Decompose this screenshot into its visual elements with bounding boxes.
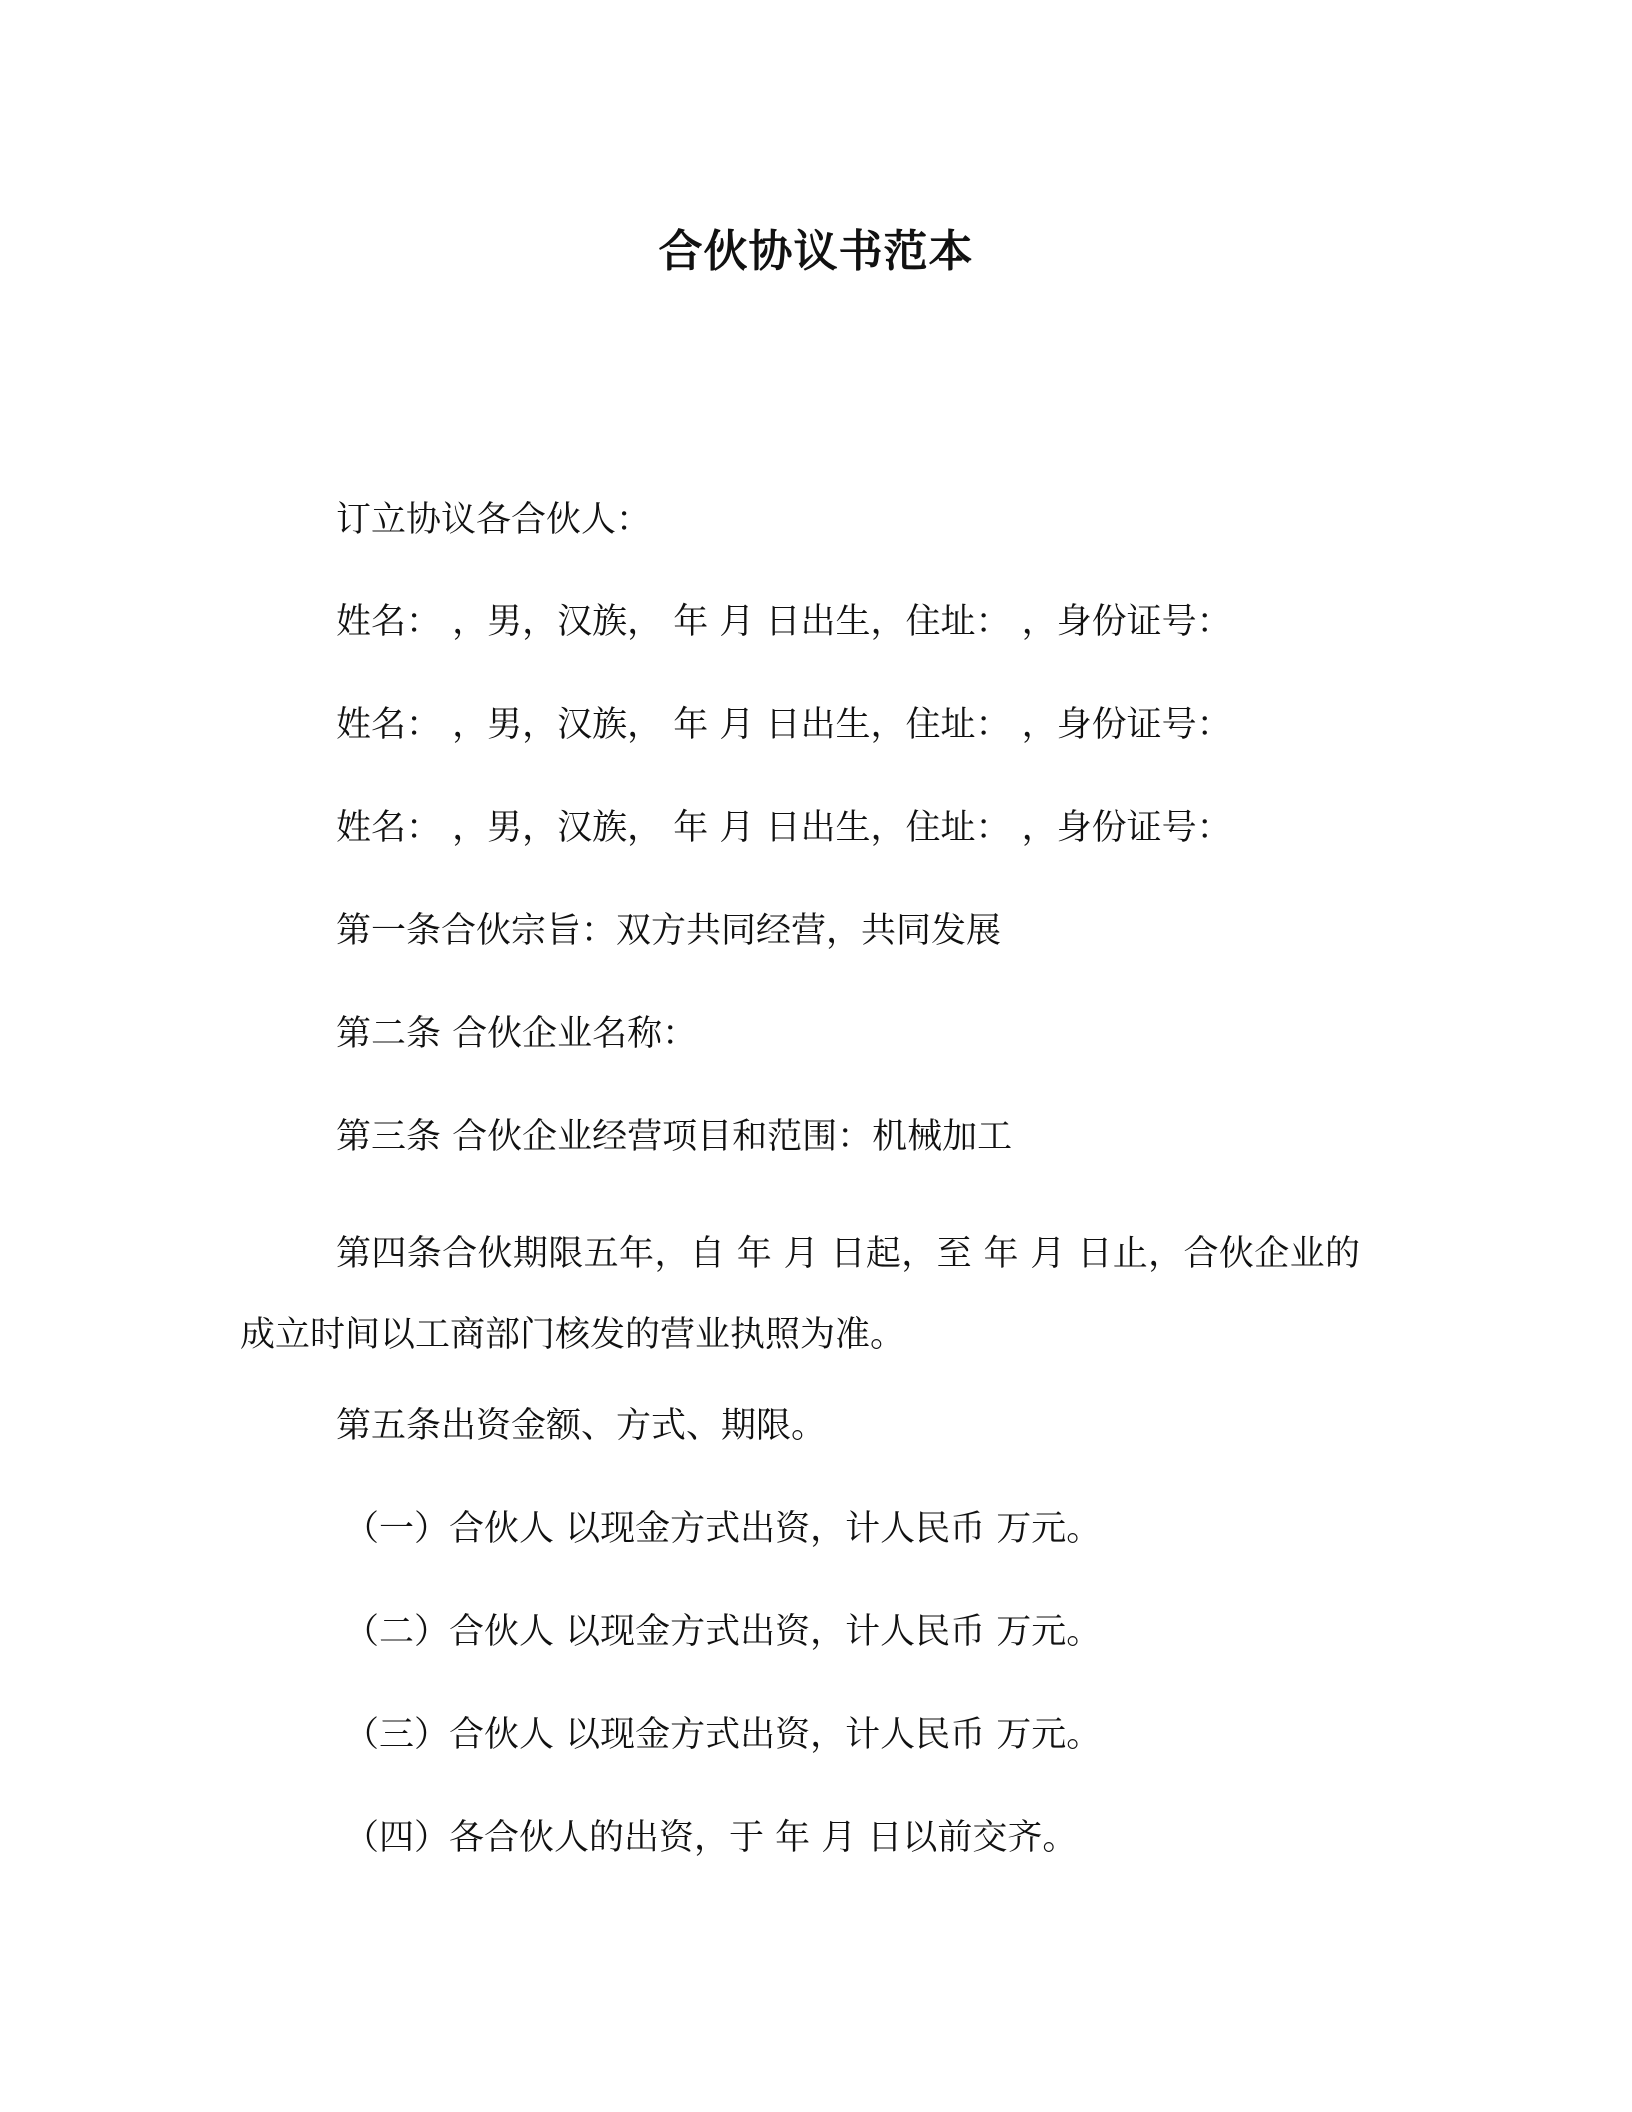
contribution-1: （一）合伙人 以现金方式出资，计人民币 万元。 [344, 1509, 1102, 1549]
document-title: 合伙协议书范本 [658, 226, 974, 277]
partner-line-3: 姓名： ，男，汉族， 年 月 日出生，住址： ，身份证号： [336, 808, 1232, 848]
article-5: 第五条出资金额、方式、期限。 [336, 1406, 827, 1446]
partner-line-2: 姓名： ，男，汉族， 年 月 日出生，住址： ，身份证号： [336, 705, 1232, 745]
contribution-4: （四）各合伙人的出资，于 年 月 日以前交齐。 [344, 1818, 1078, 1858]
article-2: 第二条 合伙企业名称： [336, 1014, 698, 1054]
partner-line-1: 姓名： ，男，汉族， 年 月 日出生，住址： ，身份证号： [336, 602, 1232, 642]
article-3: 第三条 合伙企业经营项目和范围：机械加工 [336, 1117, 1013, 1157]
contribution-3: （三）合伙人 以现金方式出资，计人民币 万元。 [344, 1715, 1102, 1755]
article-4: 第四条合伙期限五年，自 年 月 日起，至 年 月 日止，合伙企业的成立时间以工商部门核发的营业执照为准。 [240, 1234, 1360, 1355]
intro-line: 订立协议各合伙人： [336, 500, 652, 540]
article-1: 第一条合伙宗旨：双方共同经营，共同发展 [336, 911, 1002, 951]
contribution-2: （二）合伙人 以现金方式出资，计人民币 万元。 [344, 1612, 1102, 1652]
